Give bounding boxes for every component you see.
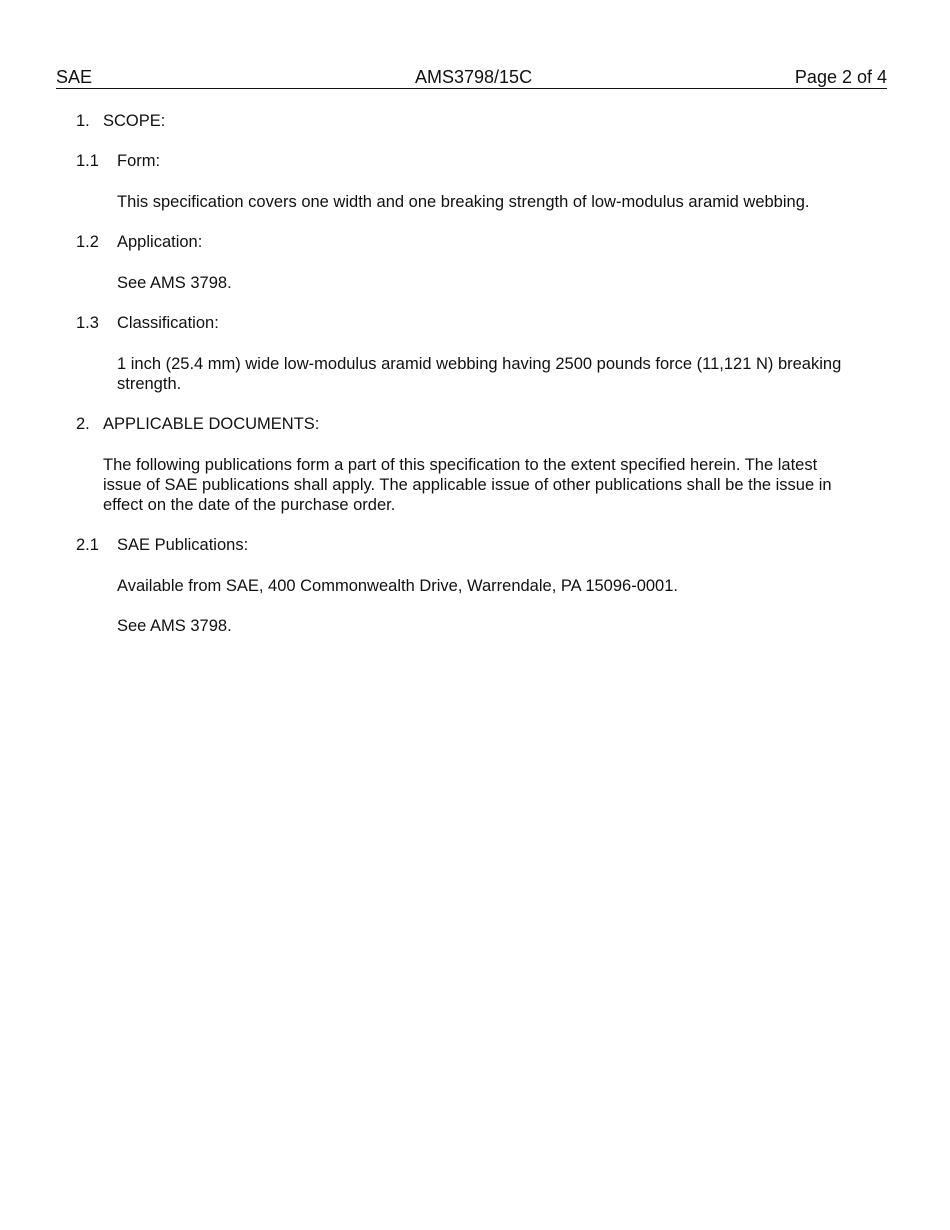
section-2-heading xyxy=(76,414,320,434)
section-1-3-text-line2: strength. xyxy=(117,375,182,393)
section-number: 1.2 xyxy=(76,233,99,251)
section-1-2-text: See AMS 3798. xyxy=(117,274,232,292)
section-title: SCOPE: xyxy=(103,112,166,130)
header-doc-number: AMS3798/15C xyxy=(415,67,533,87)
section-number: 1.3 xyxy=(76,314,99,332)
section-2-text-line3: effect on the date of the purchase order. xyxy=(103,496,396,514)
section-2-text-line2: issue of SAE publications shall apply. The applicable issue of other publications shall be the issue in xyxy=(103,476,832,494)
section-title: Form: xyxy=(117,152,161,170)
page-header xyxy=(56,66,887,89)
section-1-1-text: This specification covers one width and one breaking strength of low-modulus aramid webbing. xyxy=(117,193,810,211)
section-1-1-heading xyxy=(76,151,161,171)
header-org: SAE xyxy=(56,67,93,87)
section-title: APPLICABLE DOCUMENTS: xyxy=(103,415,320,433)
section-2-1-heading xyxy=(76,535,249,555)
section-1-3-text-line1: 1 inch (25.4 mm) wide low-modulus aramid webbing having 2500 pounds force (11,121 N) breaking xyxy=(117,355,842,373)
section-1-3-heading xyxy=(76,313,219,333)
section-title: Classification: xyxy=(117,314,219,332)
section-2-1-text-reference: See AMS 3798. xyxy=(117,617,232,635)
section-number: 1. xyxy=(76,112,90,130)
header-page-number: Page 2 of 4 xyxy=(794,67,887,87)
section-number: 1.1 xyxy=(76,152,99,170)
section-1-heading xyxy=(76,111,166,131)
section-2-text-line1: The following publications form a part of this specification to the extent specified herein. The latest xyxy=(103,456,818,474)
section-1-2-heading xyxy=(76,232,203,252)
section-title: SAE Publications: xyxy=(117,536,249,554)
section-number: 2.1 xyxy=(76,536,99,554)
section-number: 2. xyxy=(76,415,90,433)
section-2-1-text-address: Available from SAE, 400 Commonwealth Drive, Warrendale, PA 15096-0001. xyxy=(117,577,678,595)
section-title: Application: xyxy=(117,233,203,251)
